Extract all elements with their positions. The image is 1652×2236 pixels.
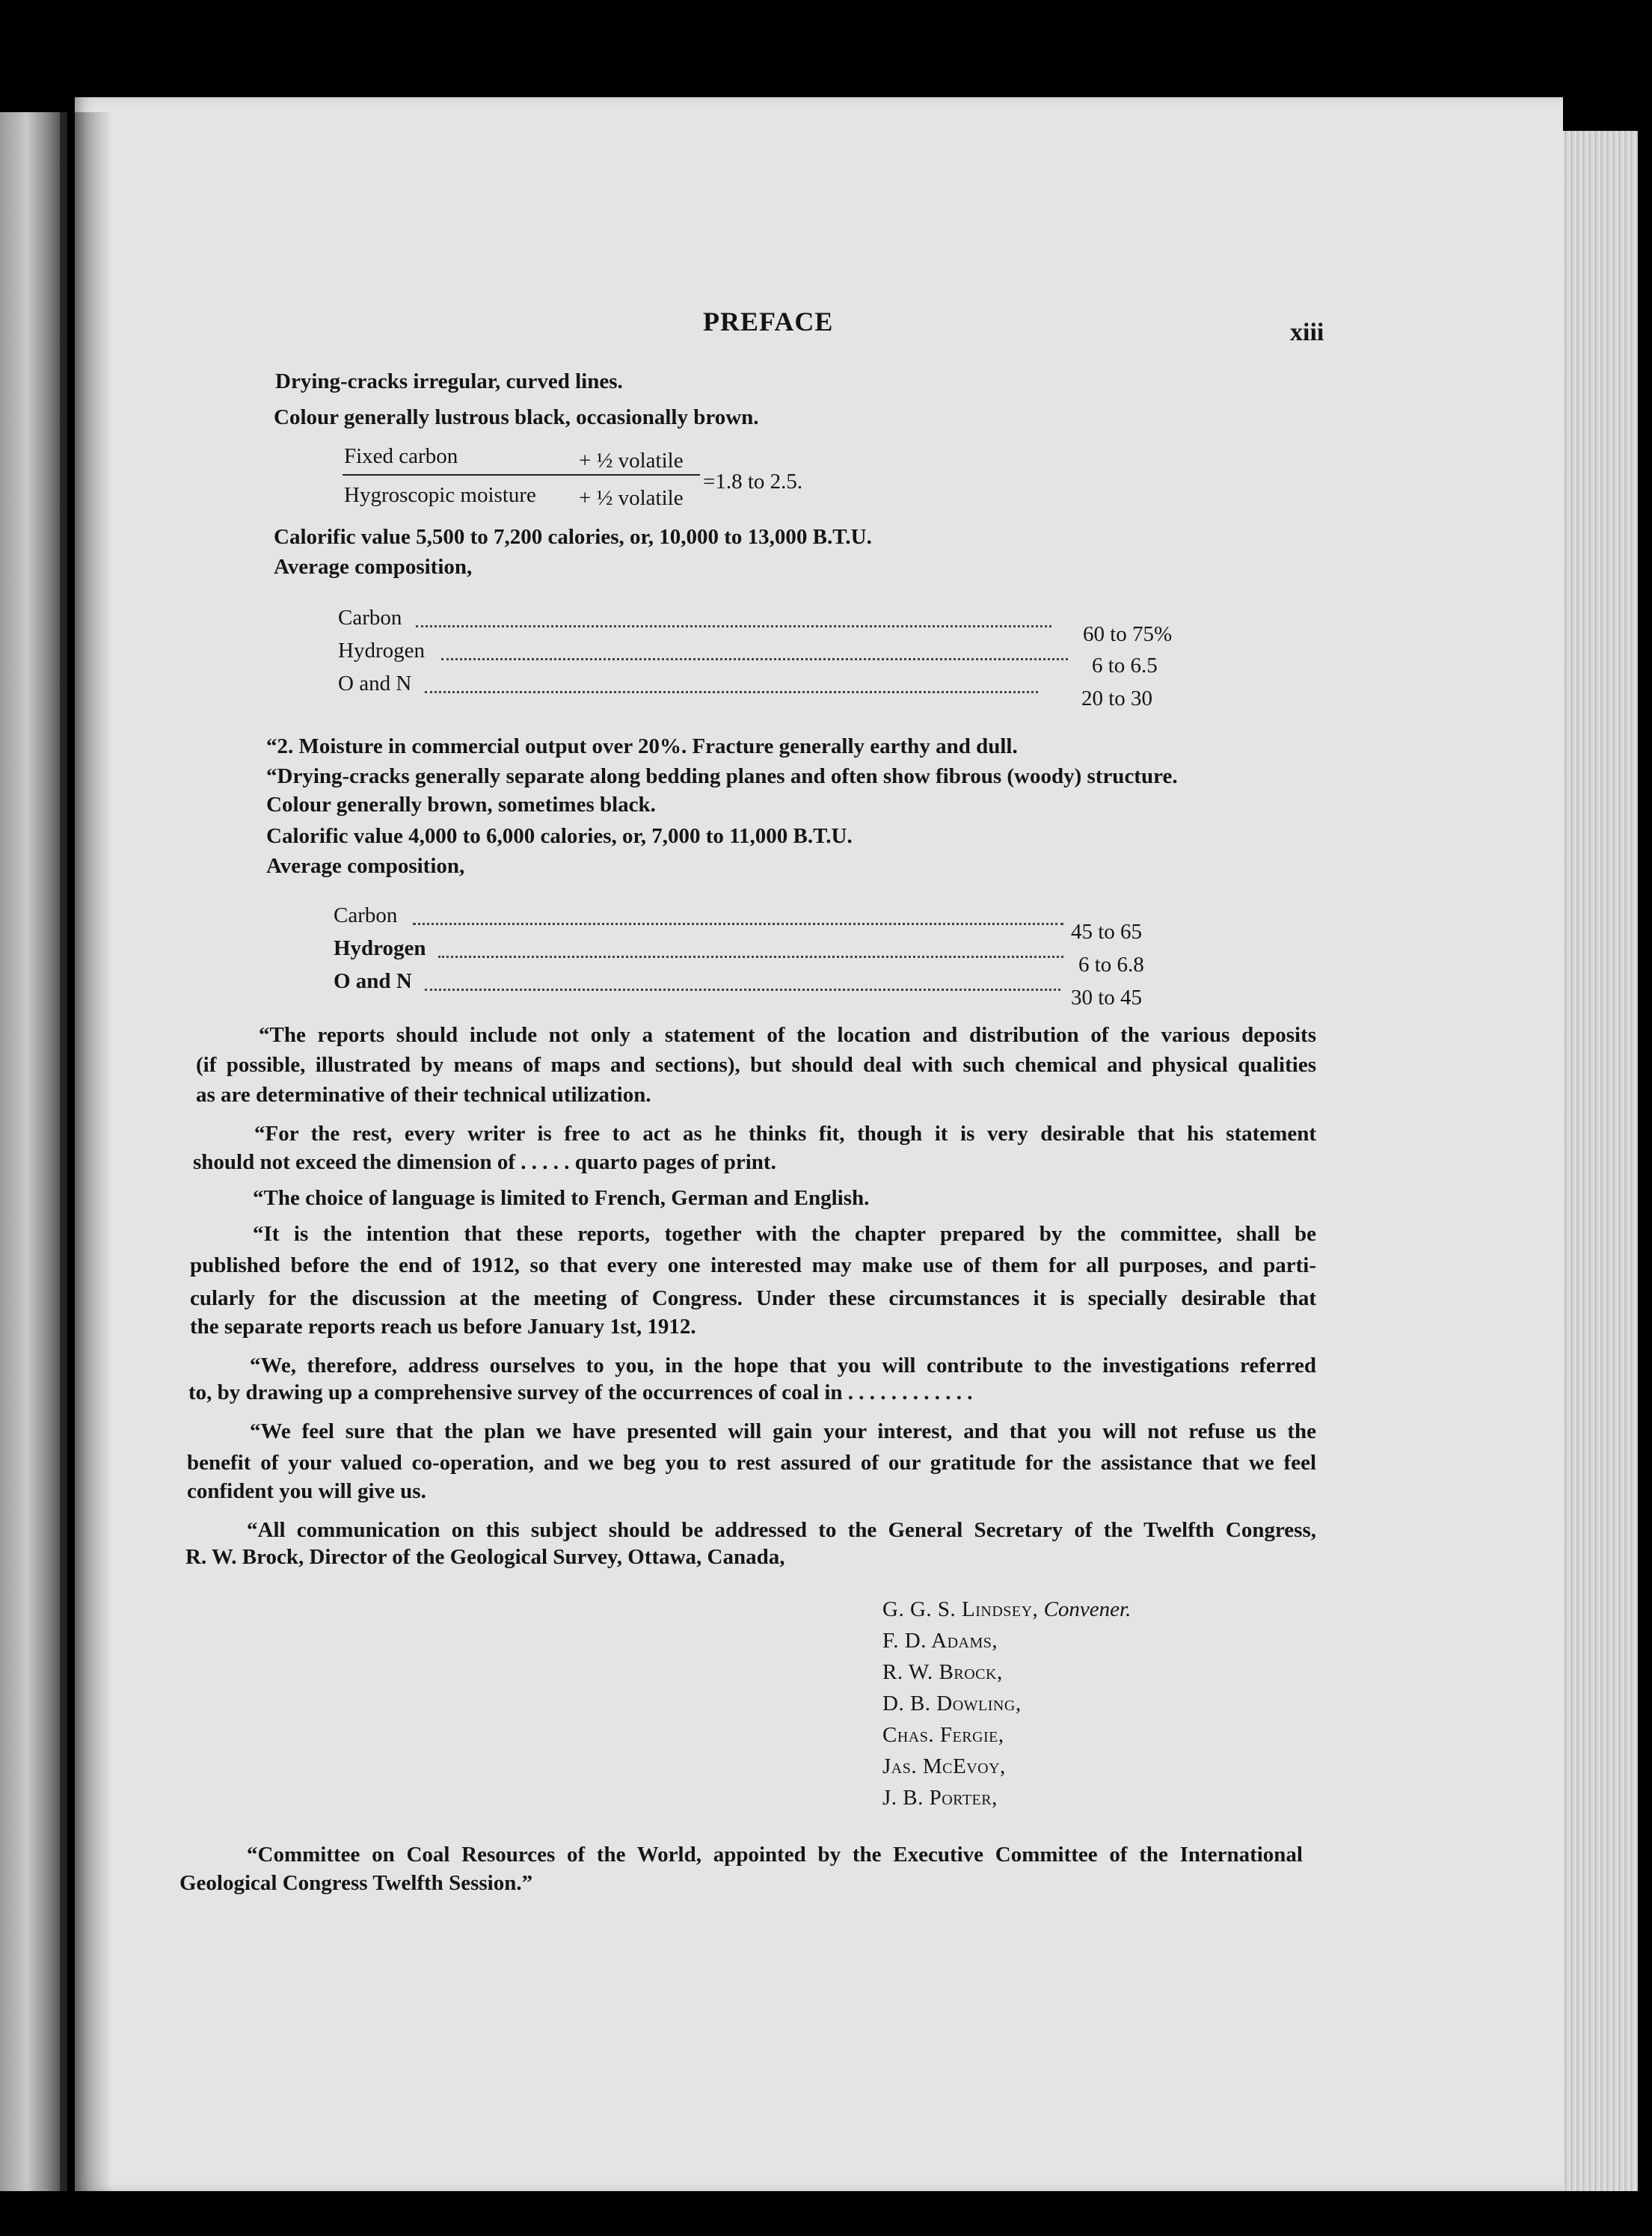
right-page-stack: [1556, 131, 1638, 2191]
composition-name: O and N: [338, 672, 412, 695]
block1-calorific: Calorific value 5,500 to 7,200 calories, or, 10,000 to 13,000 B.T.U.: [274, 525, 872, 549]
signatory-name: F. D. Adams,: [882, 1629, 998, 1653]
text-line: “We feel sure that the plan we have presented will gain your interest, and that you will not refuse us the: [250, 1419, 1316, 1443]
text-line: benefit of your valued co-operation, and we beg you to rest assured of our gratitude for the assistance that we feel: [187, 1451, 1316, 1475]
composition-value: 45 to 65: [1071, 920, 1143, 944]
formula-numerator-left: Fixed carbon: [344, 444, 458, 468]
text-line: Geological Congress Twelfth Session.”: [179, 1871, 533, 1895]
block1-drying: Drying-cracks irregular, curved lines.: [275, 369, 623, 393]
composition-value: 60 to 75%: [1083, 622, 1173, 646]
text-line: should not exceed the dimension of . . . . . quarto pages of print.: [193, 1150, 776, 1174]
signatory-name: G. G. S. Lindsey,: [882, 1597, 1039, 1621]
formula-numerator-right: + ½ volatile: [579, 449, 684, 473]
signatory-role: Convener.: [1043, 1597, 1131, 1621]
text-line: “The reports should include not only a statement of the location and distribution of the various deposits: [259, 1023, 1316, 1047]
signatory-name: D. B. Dowling,: [882, 1692, 1022, 1716]
composition-name: O and N: [334, 969, 412, 993]
formula-denominator-right: + ½ volatile: [579, 486, 684, 510]
spine-shadow: [60, 112, 112, 2191]
text-line: “We, therefore, address ourselves to you, in the hope that you will contribute to the investigations referred: [250, 1354, 1316, 1377]
block2-average: Average composition,: [266, 854, 465, 878]
text-line: R. W. Brock, Director of the Geological Survey, Ottawa, Canada,: [185, 1545, 785, 1569]
composition-value: 6 to 6.5: [1092, 654, 1158, 678]
formula-fraction-bar: [343, 474, 700, 476]
formula-result: =1.8 to 2.5.: [703, 470, 803, 494]
text-line: “It is the intention that these reports, together with the chapter prepared by the committee, shall be: [253, 1222, 1316, 1246]
text-line: confident you will give us.: [187, 1479, 426, 1503]
page-title: PREFACE: [703, 307, 834, 337]
signatory: [882, 1599, 1131, 1621]
text-line: the separate reports reach us before January 1st, 1912.: [190, 1315, 696, 1339]
text-line: (if possible, illustrated by means of maps and sections), but should deal with such chemical and physical qualities: [196, 1053, 1316, 1077]
composition-name: Carbon: [334, 903, 398, 927]
text-line: to, by drawing up a comprehensive survey of the occurrences of coal in . . . . . . . . . . . .: [188, 1380, 973, 1404]
page-number: xiii: [1290, 319, 1324, 346]
composition-value: 6 to 6.8: [1078, 953, 1144, 977]
block1-average: Average composition,: [274, 555, 473, 579]
text-line: cularly for the discussion at the meeting of Congress. Under these circumstances it is specially desirable that: [190, 1286, 1316, 1310]
signatory-name: J. B. Porter,: [882, 1786, 998, 1810]
leader-dots: [438, 956, 1063, 958]
composition-name: Hydrogen: [334, 936, 426, 960]
leader-dots: [413, 923, 1063, 925]
signatory-name: Chas. Fergie,: [882, 1723, 1004, 1747]
left-page-edge: [0, 112, 67, 2191]
block2-drying: “Drying-cracks generally separate along bedding planes and often show fibrous (woody) structure.: [266, 764, 1178, 788]
block2-colour: Colour generally brown, sometimes black.: [266, 793, 656, 817]
composition-name: Hydrogen: [338, 639, 425, 663]
leader-dots: [425, 691, 1038, 693]
text-line: published before the end of 1912, so that every one interested may make use of them for all purposes, and parti-: [190, 1253, 1316, 1277]
leader-dots: [416, 625, 1051, 627]
text-line: “Committee on Coal Resources of the World, appointed by the Executive Committee of the International: [247, 1843, 1303, 1867]
block2-calorific: Calorific value 4,000 to 6,000 calories, or, 7,000 to 11,000 B.T.U.: [266, 824, 853, 848]
text-line: “All communication on this subject should be addressed to the General Secretary of the Twelfth Congress,: [247, 1518, 1316, 1542]
composition-name: Carbon: [338, 606, 402, 630]
signatory-name: R. W. Brock,: [882, 1660, 1003, 1684]
composition-value: 20 to 30: [1081, 687, 1153, 710]
text-line: “The choice of language is limited to French, German and English.: [253, 1186, 870, 1210]
text-line: “For the rest, every writer is free to act as he thinks fit, though it is very desirable that his statement: [254, 1122, 1316, 1146]
block1-colour: Colour generally lustrous black, occasionally brown.: [274, 405, 759, 429]
leader-dots: [441, 658, 1068, 660]
signatory-name: Jas. McEvoy,: [882, 1754, 1006, 1778]
composition-value: 30 to 45: [1071, 986, 1143, 1010]
text-line: as are determinative of their technical utilization.: [196, 1083, 651, 1107]
leader-dots: [425, 989, 1060, 991]
formula-denominator-left: Hygroscopic moisture: [344, 483, 536, 507]
block2-moisture: “2. Moisture in commercial output over 20%. Fracture generally earthy and dull.: [266, 734, 1018, 758]
